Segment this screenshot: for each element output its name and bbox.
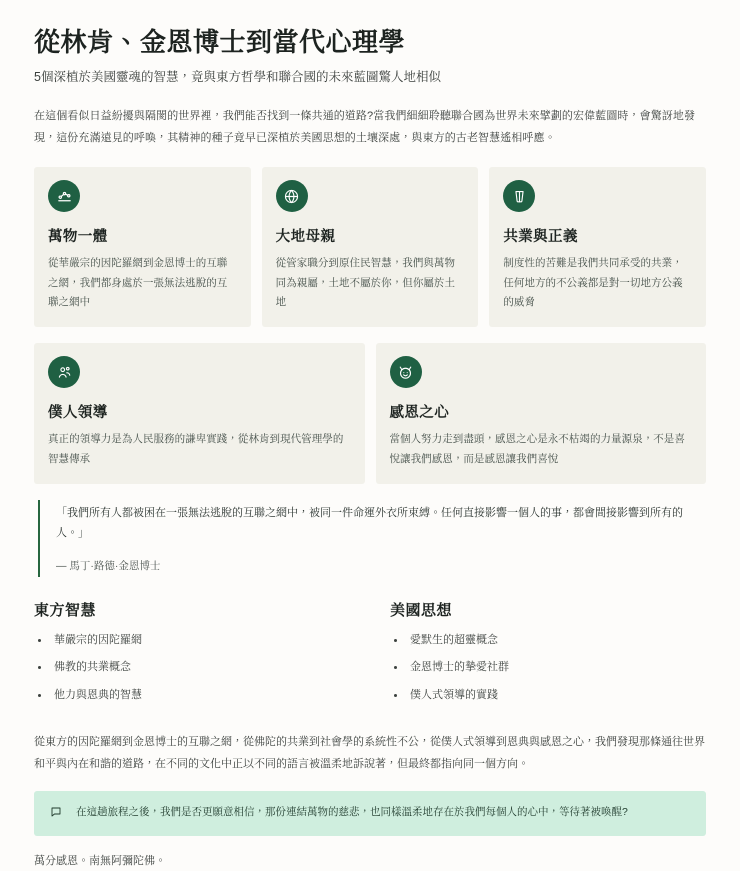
callout-text: 在這趟旅程之後，我們是否更願意相信，那份連結萬物的慈悲，也同樣溫柔地存在於我們每個人的心中，等待著被喚醒? (76, 806, 628, 819)
concept-card (376, 343, 707, 484)
smiling-face-icon (390, 356, 422, 388)
concept-card-body: 從華嚴宗的因陀羅網到金恩博士的互聯之網，我們都身處於一張無法逃脫的互聯之網中 (48, 257, 228, 308)
concept-card-title: 大地母親 (275, 229, 336, 246)
scales-icon (503, 180, 535, 212)
concept-card-title: 感恩之心 (389, 405, 450, 422)
signoff-text: 萬分感恩。南無阿彌陀佛。 (34, 855, 166, 868)
pull-quote-attribution: — 馬丁·路德·金恩博士 (56, 559, 161, 572)
concept-card-title: 萬物一體 (48, 229, 108, 246)
pull-quote-text: 「我們所有人都被困在一張無法逃脫的互聯之網中，被同一件命運外衣所束縛。任何直接影響一個人的事，都會間接影響到所有的人。」 (56, 507, 683, 540)
globe-icon (276, 180, 308, 212)
concept-card-grid-row-2 (34, 343, 706, 484)
concept-card (34, 343, 365, 484)
closing-paragraph: 從東方的因陀羅網到金恩博士的互聯之網，從佛陀的共業到社會學的系統性不公，從僕人式領導到恩典與感恩之心，我們發現那條通往世界和平與內在和諧的道路，在不同的文化中正以不同的語言被溫柔地訴說著，但最終都指向同一個方向。 (34, 736, 705, 770)
concept-card (489, 167, 706, 327)
comparison-columns (34, 599, 706, 715)
column-list (390, 632, 706, 704)
intro-paragraph: 在這個看似日益紛擾與隔閡的世界裡，我們能否找到一條共通的道路?當我們細細聆聽聯合國為世界未來擘劃的宏偉藍圖時，會驚訝地發現，這份充滿遠見的呼喚，其精神的種子竟早已深植於美國思想的土壤深處，與東方的古老智慧遙相呼應。 (34, 110, 696, 144)
concept-card-grid-row-1 (34, 167, 706, 327)
list-item: 佛教的共業概念 (34, 659, 350, 676)
callout-box (34, 791, 706, 836)
list-item: 僕人式領導的實踐 (390, 687, 706, 704)
concept-card-title: 僕人領導 (48, 405, 108, 422)
people-icon (48, 356, 80, 388)
list-item: 他力與恩典的智慧 (34, 687, 350, 704)
network-icon (48, 180, 80, 212)
page-subtitle: 5個深植於美國靈魂的智慧，竟與東方哲學和聯合國的未來藍圖驚人地相似 (34, 69, 441, 84)
column-list (34, 632, 350, 704)
concept-card-body: 制度性的苦難是我們共同承受的共業，任何地方的不公義都是對一切地方公義的威脅 (503, 257, 683, 308)
concept-card-body: 從管家職分到原住民智慧，我們與萬物同為親屬，土地不屬於你，但你屬於土地 (275, 257, 456, 308)
list-item: 金恩博士的摯愛社群 (390, 659, 706, 676)
list-item: 愛默生的超靈概念 (390, 632, 706, 649)
concept-card-title: 共業與正義 (503, 229, 578, 246)
list-item: 華嚴宗的因陀羅網 (34, 632, 350, 649)
page-title: 從林肯、金恩博士到當代心理學 (34, 27, 406, 57)
pull-quote (38, 500, 706, 577)
column-title: 美國思想 (390, 601, 453, 619)
concept-card (262, 167, 479, 327)
column-american-thought (390, 599, 706, 715)
speech-bubble-icon (50, 805, 62, 823)
concept-card (34, 167, 251, 327)
concept-card-body: 當個人努力走到盡頭，感恩之心是永不枯竭的力量源泉，不是喜悅讓我們感恩，而是感恩讓我們喜悅 (389, 433, 685, 465)
column-eastern-wisdom (34, 599, 350, 715)
column-title: 東方智慧 (34, 601, 97, 619)
concept-card-body: 真正的領導力是為人民服務的謙卑實踐，從林肯到現代管理學的智慧傳承 (48, 433, 344, 465)
